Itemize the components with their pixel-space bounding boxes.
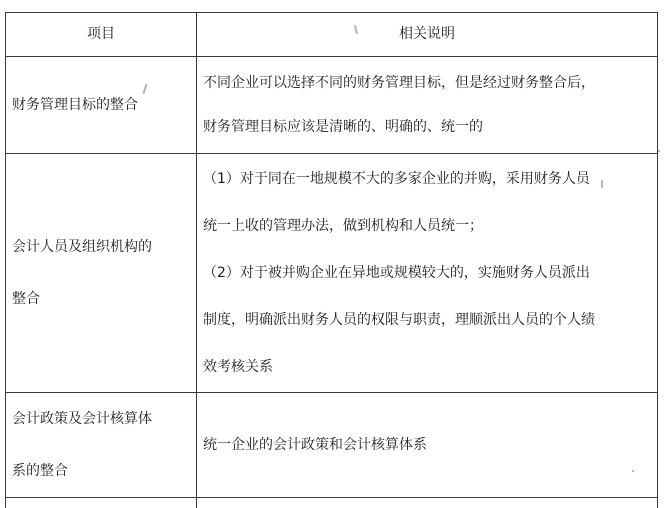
row-description-cell <box>197 57 658 154</box>
scan-speck <box>601 180 603 188</box>
row-item-cell <box>6 154 197 393</box>
row-item-label: 财务管理目标的整合 <box>12 95 190 116</box>
table-row <box>6 393 658 498</box>
row-item-label: 会计政策及会计核算体 <box>12 393 190 445</box>
header-description: 相关说明 <box>197 13 658 57</box>
row-item-cell <box>6 498 197 508</box>
row-description-line: （2）对于被并购企业在异地或规模较大的，实施财务人员派出 <box>203 250 651 297</box>
scan-speck <box>658 150 660 152</box>
row-description-line: 统一企业的会计政策和会计核算体系 <box>203 435 651 456</box>
table-row <box>6 154 658 393</box>
header-item: 项目 <box>6 13 197 57</box>
row-description-line: 财务管理目标应该是清晰的、明确的、统一的 <box>203 105 651 149</box>
row-description-line: 统一上收的管理办法，做到机构和人员统一； <box>203 203 651 250</box>
row-item-cell <box>6 393 197 498</box>
row-item-label: 系的整合 <box>12 445 190 497</box>
row-description-line: 不同企业可以选择不同的财务管理目标，但是经过财务整合后， <box>203 61 651 105</box>
row-item-label: 整合 <box>12 273 190 325</box>
row-item-label: 会计人员及组织机构的 <box>12 221 190 273</box>
row-description-line: 效考核关系 <box>203 344 651 391</box>
row-description-cell <box>197 498 658 508</box>
row-description-cell <box>197 393 658 498</box>
row-description-cell <box>197 154 658 393</box>
table-header-row <box>6 13 658 57</box>
row-description-line: 制度，明确派出财务人员的权限与职责，理顺派出人员的个人绩 <box>203 297 651 344</box>
table-row <box>6 57 658 154</box>
row-description-line: （1）对于同在一地规模不大的多家企业的并购，采用财务人员 <box>203 156 651 203</box>
table-row-cutoff <box>6 498 658 508</box>
financial-integration-table <box>5 12 658 508</box>
scan-speck <box>632 470 634 472</box>
row-item-cell <box>6 57 197 154</box>
